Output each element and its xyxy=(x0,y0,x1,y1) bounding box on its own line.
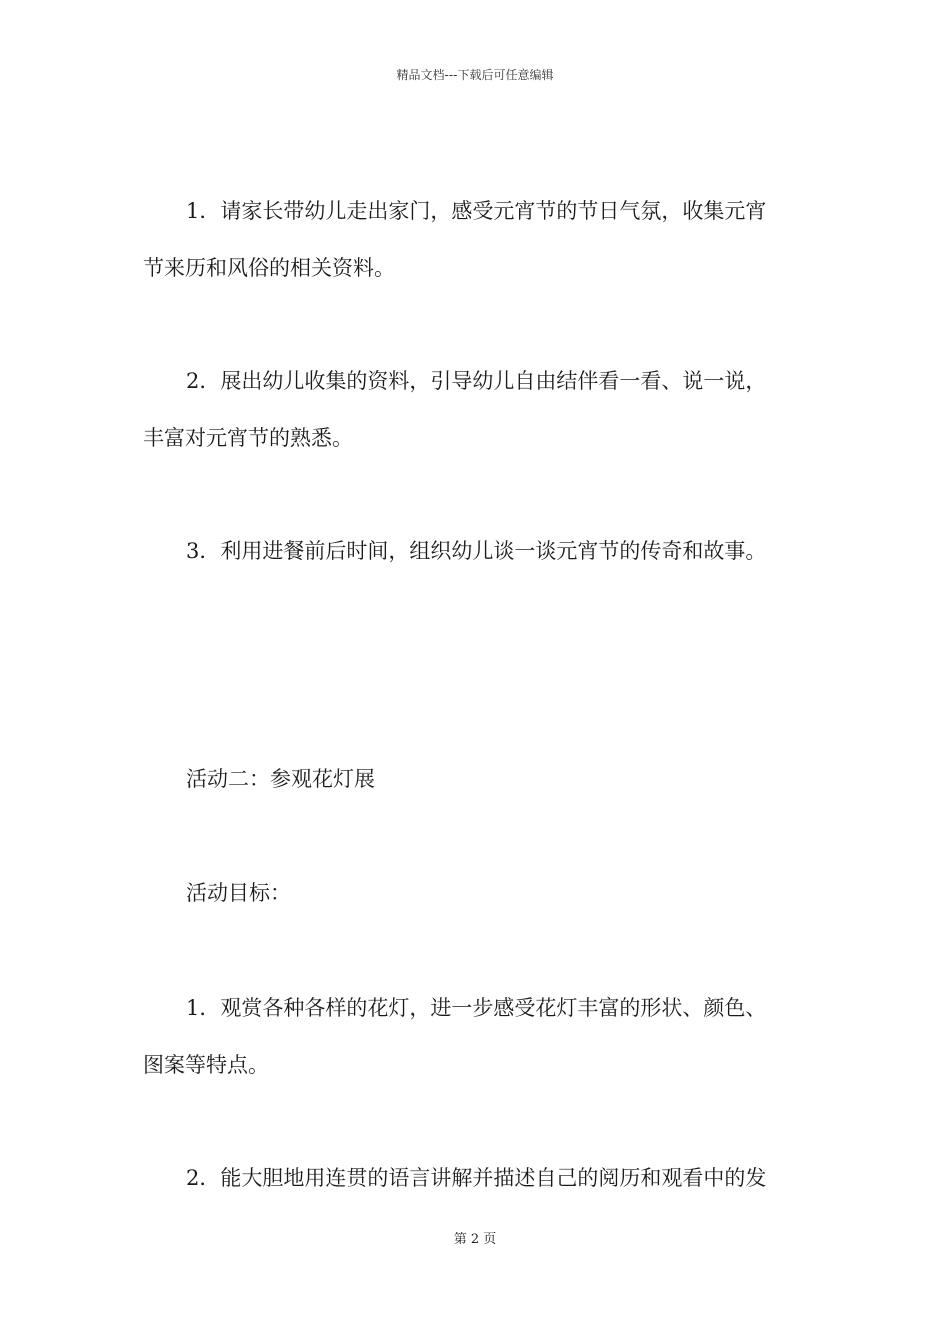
page-footer: 第 2 页 xyxy=(453,1232,497,1247)
section-heading-activity-2: 活动二：参观花灯展 xyxy=(186,767,375,791)
paragraph-2-line-2: 丰富对元宵节的熟悉。 xyxy=(143,426,353,450)
subheading-activity-goals: 活动目标： xyxy=(186,881,291,905)
paragraph-2-line-1: 2．展出幼儿收集的资料，引导幼儿自由结伴看一看、说一说， xyxy=(186,369,767,393)
goal-2-line-1: 2．能大胆地用连贯的语言讲解并描述自己的阅历和观看中的发 xyxy=(186,1166,767,1190)
goal-1-line-2: 图案等特点。 xyxy=(143,1053,269,1077)
paragraph-1-line-2: 节来历和风俗的相关资料。 xyxy=(143,256,395,280)
paragraph-1-line-1: 1．请家长带幼儿走出家门，感受元宵节的节日气氛，收集元宵 xyxy=(186,199,767,223)
goal-1-line-1: 1．观赏各种各样的花灯，进一步感受花灯丰富的形状、颜色、 xyxy=(186,996,767,1020)
paragraph-3-line-1: 3．利用进餐前后时间，组织幼儿谈一谈元宵节的传奇和故事。 xyxy=(186,539,767,563)
page-header: 精品文档---下载后可任意编辑 xyxy=(396,68,554,82)
